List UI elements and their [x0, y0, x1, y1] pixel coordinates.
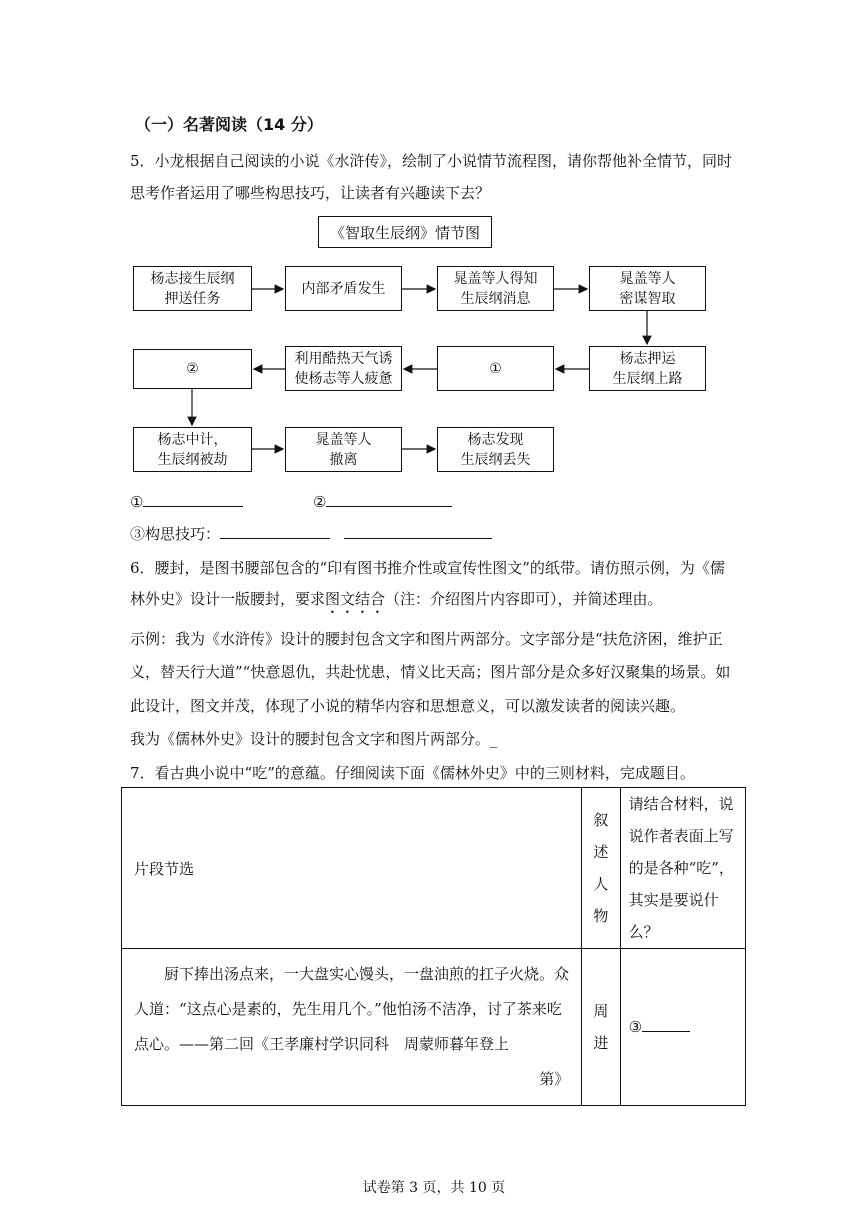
excerpt-text: 厨下捧出汤点来，一大盘实心馒头，一盘油煎的扛子火烧。众人道：“这点心是素的，先生用几个。”他怕汤不洁净，讨了茶来吃点心。——第二回《王孝廉村学识同科 周蒙师暮年登上 — [134, 965, 570, 1053]
flow-box-5: 杨志押运 生辰纲上路 — [589, 346, 706, 391]
answer-cell-blank[interactable] — [642, 1015, 690, 1032]
header-narrator: 叙 述 人 物 — [582, 788, 620, 949]
answer-1-line — [130, 490, 243, 511]
flow-box-10: 晁盖等人 撤离 — [285, 427, 402, 472]
answer-2-label: ② — [313, 493, 327, 511]
q6-line2-part-a: 林外史》设计一版腰封，要求 — [130, 590, 326, 608]
answer-2-line — [313, 490, 452, 511]
answer-3-blank-a[interactable] — [220, 522, 330, 539]
section-title: （一）名著阅读（14 分） — [135, 115, 323, 134]
flow-box-blank-2: ② — [133, 349, 252, 389]
header-excerpt: 片段节选 — [122, 788, 582, 949]
header-question: 请结合材料，说说作者表面上写的是各种“吃”，其实是要说什么？ — [620, 788, 745, 949]
answer-1-blank[interactable] — [143, 490, 243, 507]
flow-box-7: 利用酷热天气诱 使杨志等人疲惫 — [285, 346, 402, 391]
answer-cell[interactable] — [620, 949, 745, 1106]
answer-1-label: ① — [130, 493, 144, 511]
q6-example-line1: 示例：我为《水浒传》设计的腰封包含文字和图片两部分。文字部分是“扶危济困，维护正 — [130, 630, 723, 648]
flowchart-title: 《智取生辰纲》情节图 — [318, 216, 492, 248]
answer-3-blank-b[interactable] — [344, 522, 492, 539]
flow-box-blank-1: ① — [437, 346, 554, 391]
q5-text-line1: 5．小龙根据自己阅读的小说《水浒传》，绘制了小说情节流程图，请你帮他补全情节，同时 — [130, 152, 733, 170]
q6-emphasis-text: 图文结合 — [325, 590, 386, 608]
flow-box-4: 晁盖等人 密谋智取 — [589, 266, 706, 311]
flow-box-3: 晁盖等人得知 生辰纲消息 — [437, 266, 554, 311]
table-row — [122, 949, 746, 1106]
flowchart-arrows — [0, 0, 868, 520]
q6-line2-part-b: （注：介绍图片内容即可），并简述理由。 — [385, 590, 663, 608]
flow-box-1: 杨志接生辰纲 押送任务 — [133, 266, 252, 311]
flow-box-11: 杨志发现 生辰纲丢失 — [437, 427, 554, 472]
answer-2-blank[interactable] — [326, 490, 452, 507]
q7-text-line1: 7．看古典小说中“吃”的意蕴。仔细阅读下面《儒林外史》中的三则材料，完成题目。 — [130, 764, 695, 782]
answer-3-line — [130, 522, 492, 544]
table-header-row — [122, 788, 746, 949]
narrator-cell: 周 进 — [582, 949, 620, 1106]
excerpt-cell — [122, 949, 582, 1106]
answer-3-label: ③构思技巧： — [130, 525, 221, 543]
materials-table — [121, 787, 746, 1106]
q6-text-line1: 6．腰封，是图书腰部包含的“印有图书推介性或宣传性图文”的纸带。请仿照示例，为《儒 — [130, 559, 725, 577]
answer-cell-label: ③ — [628, 1018, 643, 1036]
page-footer: 试卷第 3 页，共 10 页 — [362, 1180, 506, 1196]
q5-text-line2: 思考作者运用了哪些构思技巧，让读者有兴趣读下去？ — [130, 184, 491, 202]
excerpt-end: 第》 — [539, 1070, 570, 1088]
q6-answer-line[interactable]: 我为《儒林外史》设计的腰封包含文字和图片两部分。_ — [130, 730, 498, 748]
flow-box-9: 杨志中计， 生辰纲被劫 — [133, 427, 252, 472]
q6-example-line2: 义，替天行大道”“快意恩仇，共赴忧患，情义比天高；图片部分是众多好汉聚集的场景。如 — [130, 663, 731, 681]
q6-text-line2 — [130, 588, 663, 617]
q6-example-line3: 此设计，图文并茂，体现了小说的精华内容和思想意义，可以激发读者的阅读兴趣。 — [130, 697, 686, 715]
flow-box-2: 内部矛盾发生 — [285, 266, 402, 311]
